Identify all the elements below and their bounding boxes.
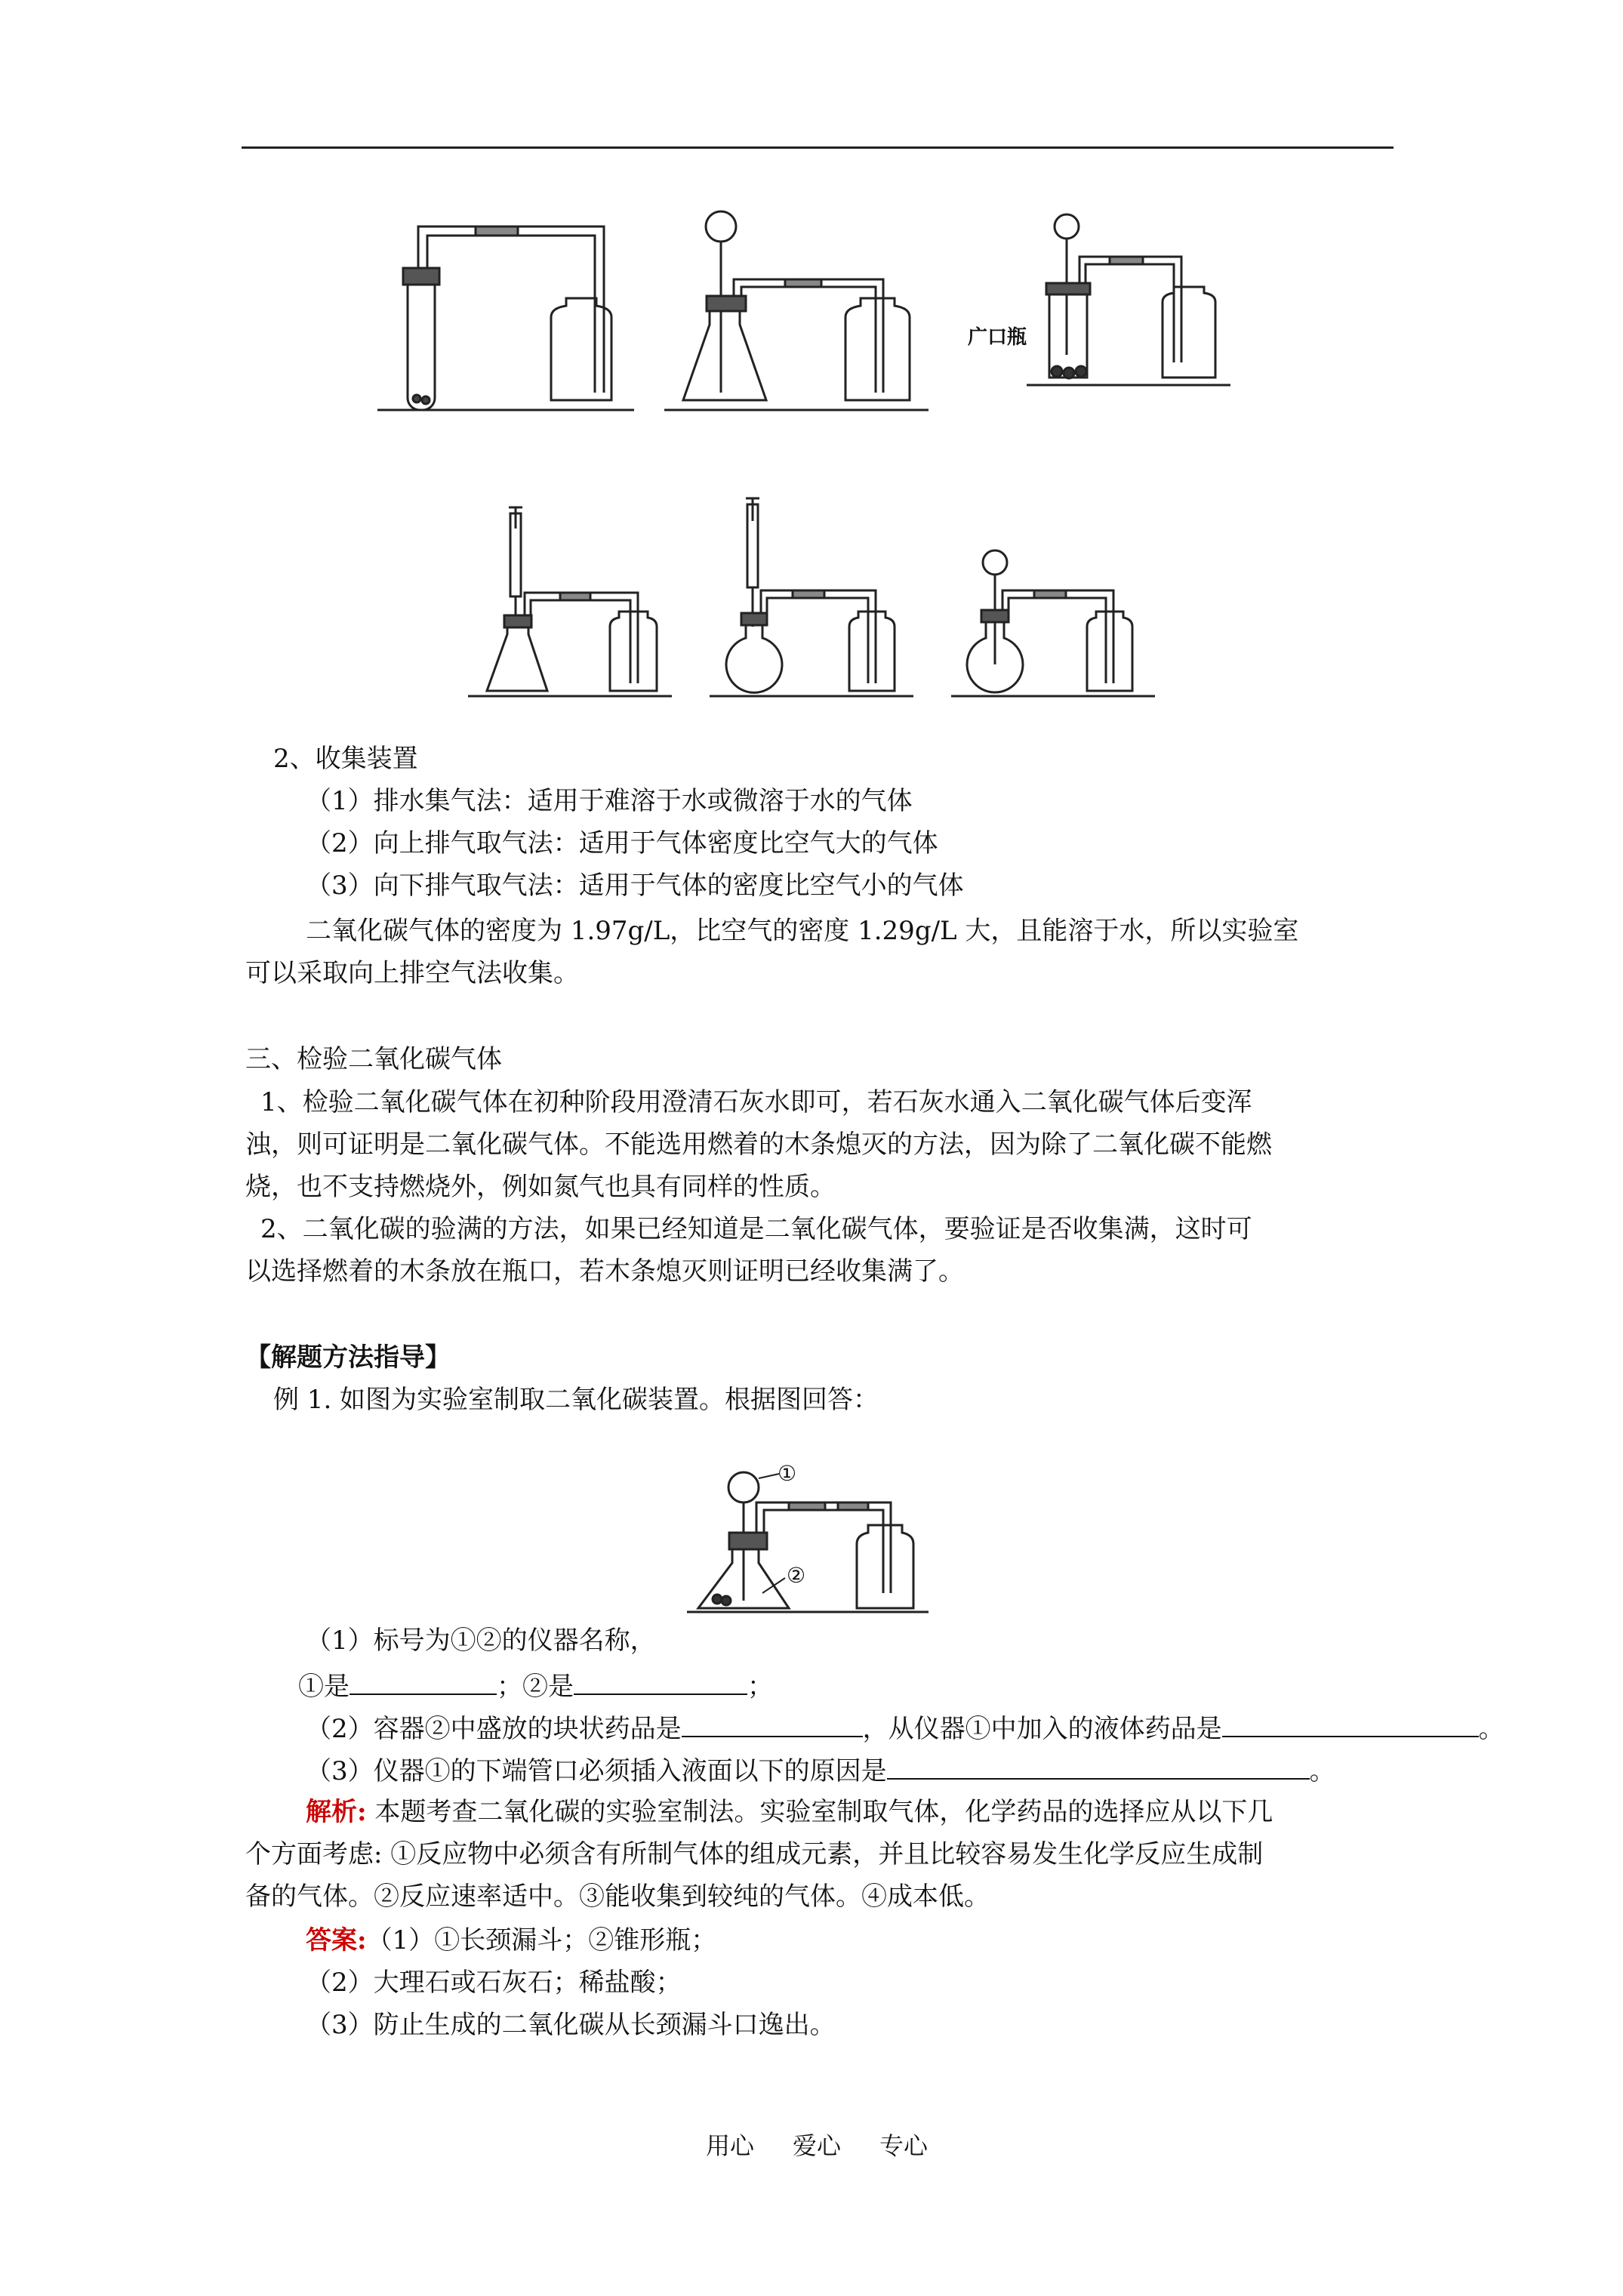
collect-item-3: （3）向下排气取气法：适用于气体的密度比空气小的气体 — [306, 871, 964, 901]
question-2 — [306, 1710, 1504, 1746]
q2-mid: ，从仪器①中加入的液体药品是 — [862, 1714, 1222, 1744]
density-text-line1: 二氧化碳气体的密度为 1.97g/L，比空气的密度 1.29g/L 大，且能溶于水，所以实验室 — [306, 916, 1299, 946]
footer-word-2: 爱心 — [793, 2131, 842, 2160]
q3-prefix: （3）仪器①的下端管口必须插入液面以下的原因是 — [306, 1756, 887, 1786]
collect-title: 2、收集装置 — [273, 744, 418, 774]
q1-a-mid: ；②是 — [497, 1672, 574, 1702]
analysis-text-1: 本题考查二氧化碳的实验室制法。实验室制取气体，化学药品的选择应从以下几 — [366, 1797, 1273, 1827]
blank-instrument-2 — [574, 1668, 747, 1695]
density-text-line2: 可以采取向上排空气法收集。 — [245, 958, 579, 988]
example-label-1: ① — [778, 1461, 797, 1486]
q2-end: 。 — [1478, 1714, 1504, 1744]
question-3 — [306, 1752, 1335, 1788]
question-1: （1）标号为①②的仪器名称， — [306, 1626, 656, 1656]
footer-word-3: 专心 — [879, 2131, 929, 2160]
test-1-line1: 1、检验二氧化碳气体在初种阶段用澄清石灰水即可，若石灰水通入二氧化碳气体后变浑 — [260, 1087, 1252, 1117]
apparatus-syringe-conical-flask — [468, 507, 672, 696]
answer-line1 — [306, 1924, 716, 1957]
blank-liquid-reagent — [1222, 1710, 1479, 1737]
apparatus-funnel-round-flask — [951, 550, 1155, 696]
q2-prefix: （2）容器②中盛放的块状药品是 — [306, 1714, 682, 1744]
example-intro: 例 1. 如图为实验室制取二氧化碳装置。根据图回答： — [273, 1385, 879, 1415]
q3-end: 。 — [1309, 1756, 1335, 1786]
test-1-line2: 浊，则可证明是二氧化碳气体。不能选用燃着的木条熄灭的方法，因为除了二氧化碳不能燃 — [245, 1130, 1272, 1160]
apparatus-conical-flask-funnel — [664, 211, 929, 410]
wide-mouth-bottle-label: 广口瓶 — [968, 326, 1027, 349]
analysis-line1 — [306, 1795, 1273, 1829]
example-apparatus — [687, 1472, 929, 1612]
test-2-line1: 2、二氧化碳的验满的方法，如果已经知道是二氧化碳气体，要验证是否收集满，这时可 — [260, 1214, 1252, 1244]
method-title: 【解题方法指导】 — [245, 1342, 451, 1373]
analysis-line2: 个方面考虑: ①反应物中必须含有所制气体的组成元素，并且比较容易发生化学反应生成制 — [245, 1839, 1264, 1869]
answer-label: 答案: — [306, 1925, 367, 1955]
header-rule — [242, 146, 1394, 149]
example-label-2: ② — [787, 1563, 806, 1588]
collect-item-1: （1）排水集气法：适用于难溶于水或微溶于水的气体 — [306, 786, 913, 816]
blank-solid-reagent — [682, 1710, 863, 1737]
apparatus-test-tube — [377, 227, 634, 410]
answer-line2: （2）大理石或石灰石；稀盐酸； — [306, 1968, 682, 1998]
test-title: 三、检验二氧化碳气体 — [245, 1044, 502, 1074]
apparatus-syringe-round-flask — [710, 498, 913, 696]
test-2-line2: 以选择燃着的木条放在瓶口，若木条熄灭则证明已经收集满了。 — [245, 1256, 964, 1287]
answer-text-1: （1）①长颈漏斗；②锥形瓶； — [366, 1925, 717, 1955]
footer-word-1: 用心 — [706, 2131, 755, 2160]
test-1-line3: 烧，也不支持燃烧外，例如氮气也具有同样的性质。 — [245, 1172, 836, 1202]
collect-item-2: （2）向上排气取气法：适用于气体密度比空气大的气体 — [306, 828, 938, 858]
blank-instrument-1 — [350, 1668, 497, 1695]
analysis-label: 解析: — [306, 1797, 367, 1827]
question-1-blanks — [298, 1668, 773, 1703]
apparatus-wide-mouth-bottle — [1027, 214, 1230, 385]
answer-line3: （3）防止生成的二氧化碳从长颈漏斗口逸出。 — [306, 2010, 836, 2040]
q1-a-end: ； — [747, 1672, 773, 1702]
q1-a-prefix: ①是 — [298, 1672, 350, 1702]
blank-reason — [887, 1752, 1310, 1780]
analysis-line3: 备的气体。②反应速率适中。③能收集到较纯的气体。④成本低。 — [245, 1881, 990, 1912]
